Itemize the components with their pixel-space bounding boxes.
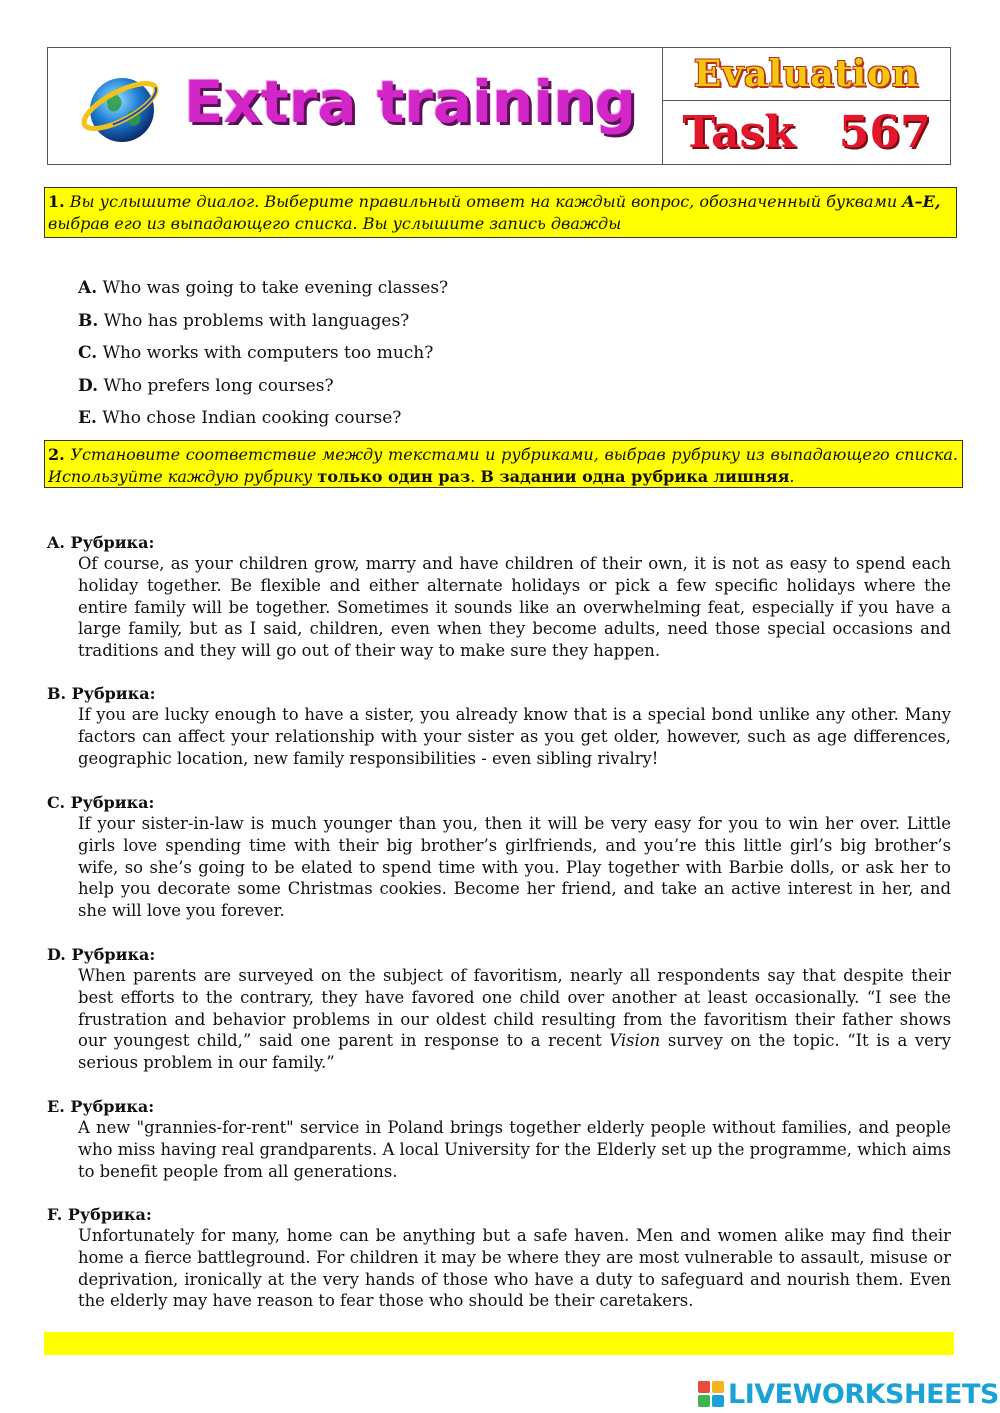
task-number: 567 [838,107,931,158]
question-text: Who has problems with languages? [103,310,410,331]
liveworksheets-logo-text: LIVEWORKSHEETS [728,1378,999,1410]
question-item [78,309,928,342]
task2-instruction [44,440,963,488]
worksheet-header [47,47,951,165]
task1-letters: A–E, [902,192,941,211]
text-body-part: When parents are surveyed on the subject of favoritism, nearly all respondents say that despite their best efforts to the contrary, they have favored one child over another at least occasionally. “I see the frustration and behavior problems in our oldest child resulting from the favoritism their father shows our youngest child,” said one parent in response to a recent [78,966,951,1051]
text-body-italic: Vision [609,1031,661,1051]
task-cell [663,101,950,164]
task2-end: . [789,467,795,486]
question-letter: A. [78,278,98,298]
question-letter: B. [78,310,99,331]
text-body: Of course, as your children grow, marry and have children of their own, it is not as easy to spend each holiday together. Be flexible and either alternate holidays or pick a few specific holidays where the entire family will be together. Sometimes it sounds like an overwhelming feat, especially if you have a large family, but as I said, children, even when they become adults, need those special occasions and traditions and they will go out of their way to make sure they happen. [78,554,951,661]
answer-highlight-bar [44,1332,954,1355]
question-item [78,276,928,309]
text-body: If your sister-in-law is much younger than you, then it will be very easy for you to win her over. Little girls love spending time with their big brother’s girlfriends, and you’re this little girl’s big brother’s wife, so she’s going to be elated to spend time with you. Play together with Barbie dolls, or ask her to help you decorate some Christmas cookies. Become her friend, and take an active interest in her, and she will love you forever. [78,814,951,921]
text-section-e [47,1097,951,1182]
evaluation-cell [663,48,950,101]
question-letter: D. [78,375,99,396]
task-label: Task [682,107,795,158]
text-body: If you are lucky enough to have a sister, you already know that is a special bond unlike any other. Many factors can affect your relationship with your sister as you get older, however, such as age differences, geographic location, new family responsibilities - even sibling rivalry! [78,705,951,768]
task1-instruction-text-2: выбрав его из выпадающего списка. Вы услышите запись дважды [48,214,622,233]
evaluation-label: Evaluation [693,53,920,95]
rubric-label: B. Рубрика: [47,684,156,703]
question-letter: E. [78,408,97,428]
brand-cell [48,48,663,164]
task1-instruction-text: Вы услышите диалог. Выберите правильный ответ на каждый вопрос, обозначенный буквами [69,192,903,211]
rubric-label: A. Рубрика: [47,533,155,552]
task1-instruction [44,187,957,238]
text-body: A new "grannies-for-rent" service in Poland brings together elderly people without families, and people who miss having real grandparents. A local University for the Elderly set up the programme, which aims to benefit people from all generations. [78,1118,951,1181]
question-item [78,406,928,439]
task2-instruction-text: Установите соответствие между текстами и рубриками, выбрав рубрику из выпадающего списка. Используйте каждую рубрику [48,445,958,486]
question-list [78,276,928,439]
text-section-a [47,533,951,662]
liveworksheets-mark-icon [698,1381,724,1407]
text-section-c [47,793,951,922]
task1-number: 1. [48,192,65,211]
question-item [78,341,928,374]
globe-icon [80,66,162,148]
task2-separator: . [470,467,481,486]
text-body: Unfortunately for many, home can be anything but a safe haven. Men and women alike may find their home a fierce battleground. For children it may be where they are most vulnerable to assault, misuse or deprivation, ironically at the very hands of those who have a duty to safeguard and nourish them. Even the elderly may have reason to fear those who should be their caretakers. [78,1226,951,1311]
question-text: Who was going to take evening classes? [102,278,449,298]
question-text: Who works with computers too much? [102,343,434,363]
rubric-label: F. Рубрика: [47,1205,152,1224]
text-body-part: survey on the topic. “It is a very serious problem in our family.” [78,1031,951,1073]
liveworksheets-logo[interactable] [698,1378,999,1410]
text-section-f [47,1205,951,1312]
text-body [78,965,951,1074]
task2-emphasis-extra: В задании одна рубрика лишняя [480,467,790,486]
task2-number: 2. [48,445,65,464]
question-text: Who prefers long courses? [103,375,334,396]
text-section-d [47,945,951,1074]
rubric-label: D. Рубрика: [47,945,156,964]
task2-emphasis-once: только один раз [317,467,471,486]
rubric-label: E. Рубрика: [47,1097,155,1116]
text-section-b [47,684,951,769]
question-item [78,374,928,407]
question-text: Who chose Indian cooking course? [102,408,402,428]
rubric-label: C. Рубрика: [47,793,155,812]
brand-title: Extra training [184,68,637,136]
question-letter: C. [78,343,98,363]
